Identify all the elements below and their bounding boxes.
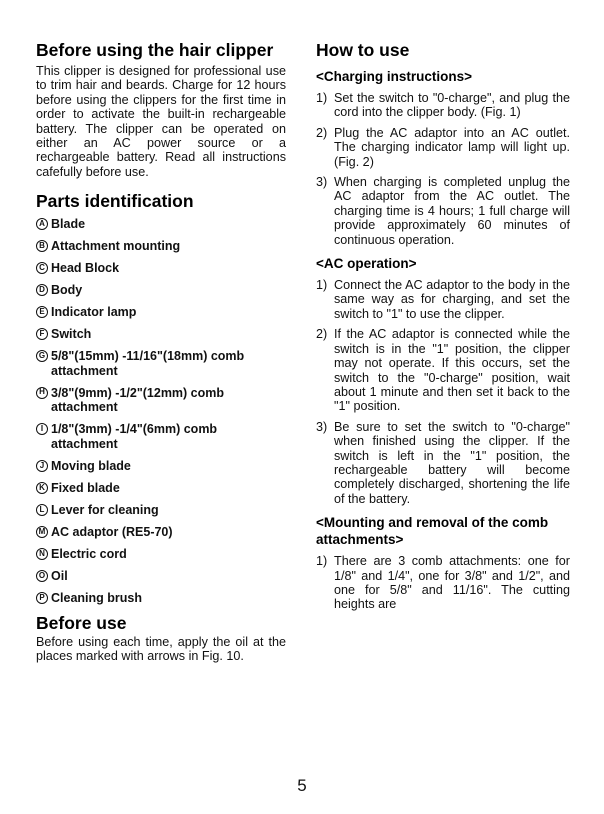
ac-operation-heading: <AC operation> bbox=[316, 256, 417, 272]
section-title-parts: Parts identification bbox=[36, 191, 194, 212]
circled-letter: N bbox=[36, 548, 48, 560]
parts-list-item bbox=[36, 569, 286, 584]
part-label: Body bbox=[51, 283, 83, 298]
part-label: 5/8"(15mm) -11/16"(18mm) comb attachment bbox=[51, 349, 245, 378]
step-text: Set the switch to "0-charge", and plug the cord into the clipper body. (Fig. 1) bbox=[334, 91, 570, 120]
step-number: 1) bbox=[316, 91, 328, 105]
step-number: 3) bbox=[316, 419, 328, 434]
step-text: Plug the AC adaptor into an AC outlet. The charging indicator lamp will light up. (Fig. 2) bbox=[334, 125, 570, 169]
circled-letter: C bbox=[36, 262, 48, 274]
step-item bbox=[316, 126, 570, 169]
section-title-before-use: Before use bbox=[36, 612, 127, 633]
part-label: Indicator lamp bbox=[51, 305, 137, 320]
step-number: 2) bbox=[316, 125, 328, 140]
circled-letter: I bbox=[36, 423, 48, 435]
parts-list-item bbox=[36, 349, 286, 378]
circled-letter: M bbox=[36, 526, 48, 538]
circled-letter: O bbox=[36, 570, 48, 582]
parts-list-item bbox=[36, 481, 286, 496]
step-number: 1) bbox=[316, 554, 328, 569]
part-label: Moving blade bbox=[51, 458, 131, 473]
parts-list-item bbox=[36, 525, 286, 540]
mounting-heading: <Mounting and removal of the comb attachments> bbox=[316, 515, 549, 548]
parts-list-item bbox=[36, 459, 286, 474]
parts-list-item bbox=[36, 327, 286, 342]
parts-list-item bbox=[36, 283, 286, 298]
intro-paragraph: This clipper is designed for professional use to trim hair and beards. Charge for 12 hours before using the clippers for the first time in order to activate the built-in rechargeable battery. The clipper can be operated on either an AC power source or a rechargeable battery. Read all instructions cafefully before use. bbox=[36, 64, 286, 179]
step-item bbox=[316, 327, 570, 413]
step-item bbox=[316, 91, 570, 120]
circled-letter: G bbox=[36, 350, 48, 362]
part-label: AC adaptor (RE5-70) bbox=[51, 524, 173, 539]
circled-letter: D bbox=[36, 284, 48, 296]
step-item bbox=[316, 175, 570, 247]
part-label: 1/8"(3mm) -1/4"(6mm) comb attachment bbox=[51, 422, 218, 451]
circled-letter: L bbox=[36, 504, 48, 516]
step-text: There are 3 comb attachments: one for 1/8" and 1/4", one for 3/8" and 1/2", and one for 5/8" and 11/16". The cutting heights are bbox=[334, 554, 570, 612]
part-label: Electric cord bbox=[51, 546, 127, 561]
parts-list-item bbox=[36, 261, 286, 276]
part-label: Fixed blade bbox=[51, 480, 120, 495]
parts-list-item bbox=[36, 239, 286, 254]
circled-letter: F bbox=[36, 328, 48, 340]
step-number: 1) bbox=[316, 278, 328, 293]
circled-letter: A bbox=[36, 218, 48, 230]
step-number: 2) bbox=[316, 327, 328, 342]
section-title-how-to-use: How to use bbox=[316, 40, 410, 60]
circled-letter: H bbox=[36, 387, 48, 399]
mounting-steps bbox=[316, 554, 570, 612]
parts-list-item bbox=[36, 547, 286, 562]
left-column bbox=[36, 40, 286, 664]
right-column bbox=[316, 40, 570, 618]
parts-list-item bbox=[36, 386, 286, 415]
circled-letter: P bbox=[36, 592, 48, 604]
parts-list bbox=[36, 217, 286, 605]
parts-list-item bbox=[36, 217, 286, 232]
part-label: Head Block bbox=[51, 261, 120, 276]
parts-list-item bbox=[36, 503, 286, 518]
part-label: Lever for cleaning bbox=[51, 502, 159, 517]
part-label: Blade bbox=[51, 217, 86, 232]
part-label: Oil bbox=[51, 568, 68, 583]
section-title-before-using: Before using the hair clipper bbox=[36, 40, 274, 60]
step-item bbox=[316, 420, 570, 506]
ac-operation-steps bbox=[316, 278, 570, 506]
circled-letter: B bbox=[36, 240, 48, 252]
part-label: Attachment mounting bbox=[51, 239, 181, 254]
parts-list-item bbox=[36, 422, 286, 451]
part-label: 3/8"(9mm) -1/2"(12mm) comb attachment bbox=[51, 385, 225, 415]
page-number: 5 bbox=[297, 776, 307, 795]
part-label: Cleaning brush bbox=[51, 590, 142, 605]
step-item bbox=[316, 554, 570, 612]
step-text: Be sure to set the switch to "0-charge" when finished using the clipper. If the switch is left in the "1" position, the rechargeable battery will become completely discharged, shortening the life of the battery. bbox=[334, 419, 570, 506]
circled-letter: J bbox=[36, 460, 48, 472]
circled-letter: K bbox=[36, 482, 48, 494]
step-text: Connect the AC adaptor to the body in the same way as for charging, and set the switch to "1" to use the clipper. bbox=[334, 278, 570, 321]
step-number: 3) bbox=[316, 175, 328, 190]
charging-heading: <Charging instructions> bbox=[316, 69, 473, 84]
parts-list-item bbox=[36, 591, 286, 606]
parts-list-item bbox=[36, 305, 286, 320]
step-text: When charging is completed unplug the AC adaptor from the AC outlet. The charging time is 4 hours; 1 full charge will provide approximately 60 minutes of continuous operation. bbox=[334, 175, 570, 247]
charging-steps bbox=[316, 91, 570, 247]
part-label: Switch bbox=[51, 327, 92, 342]
circled-letter: E bbox=[36, 306, 48, 318]
before-use-paragraph: Before using each time, apply the oil at the places marked with arrows in Fig. 10. bbox=[36, 634, 286, 664]
step-text: If the AC adaptor is connected while the switch is in the "1" position, the clipper may not operate. If this occurs, set the switch to the "0-charge" position, wait about 1 minute and then set it back to the "1" position. bbox=[334, 327, 570, 414]
step-item bbox=[316, 278, 570, 321]
